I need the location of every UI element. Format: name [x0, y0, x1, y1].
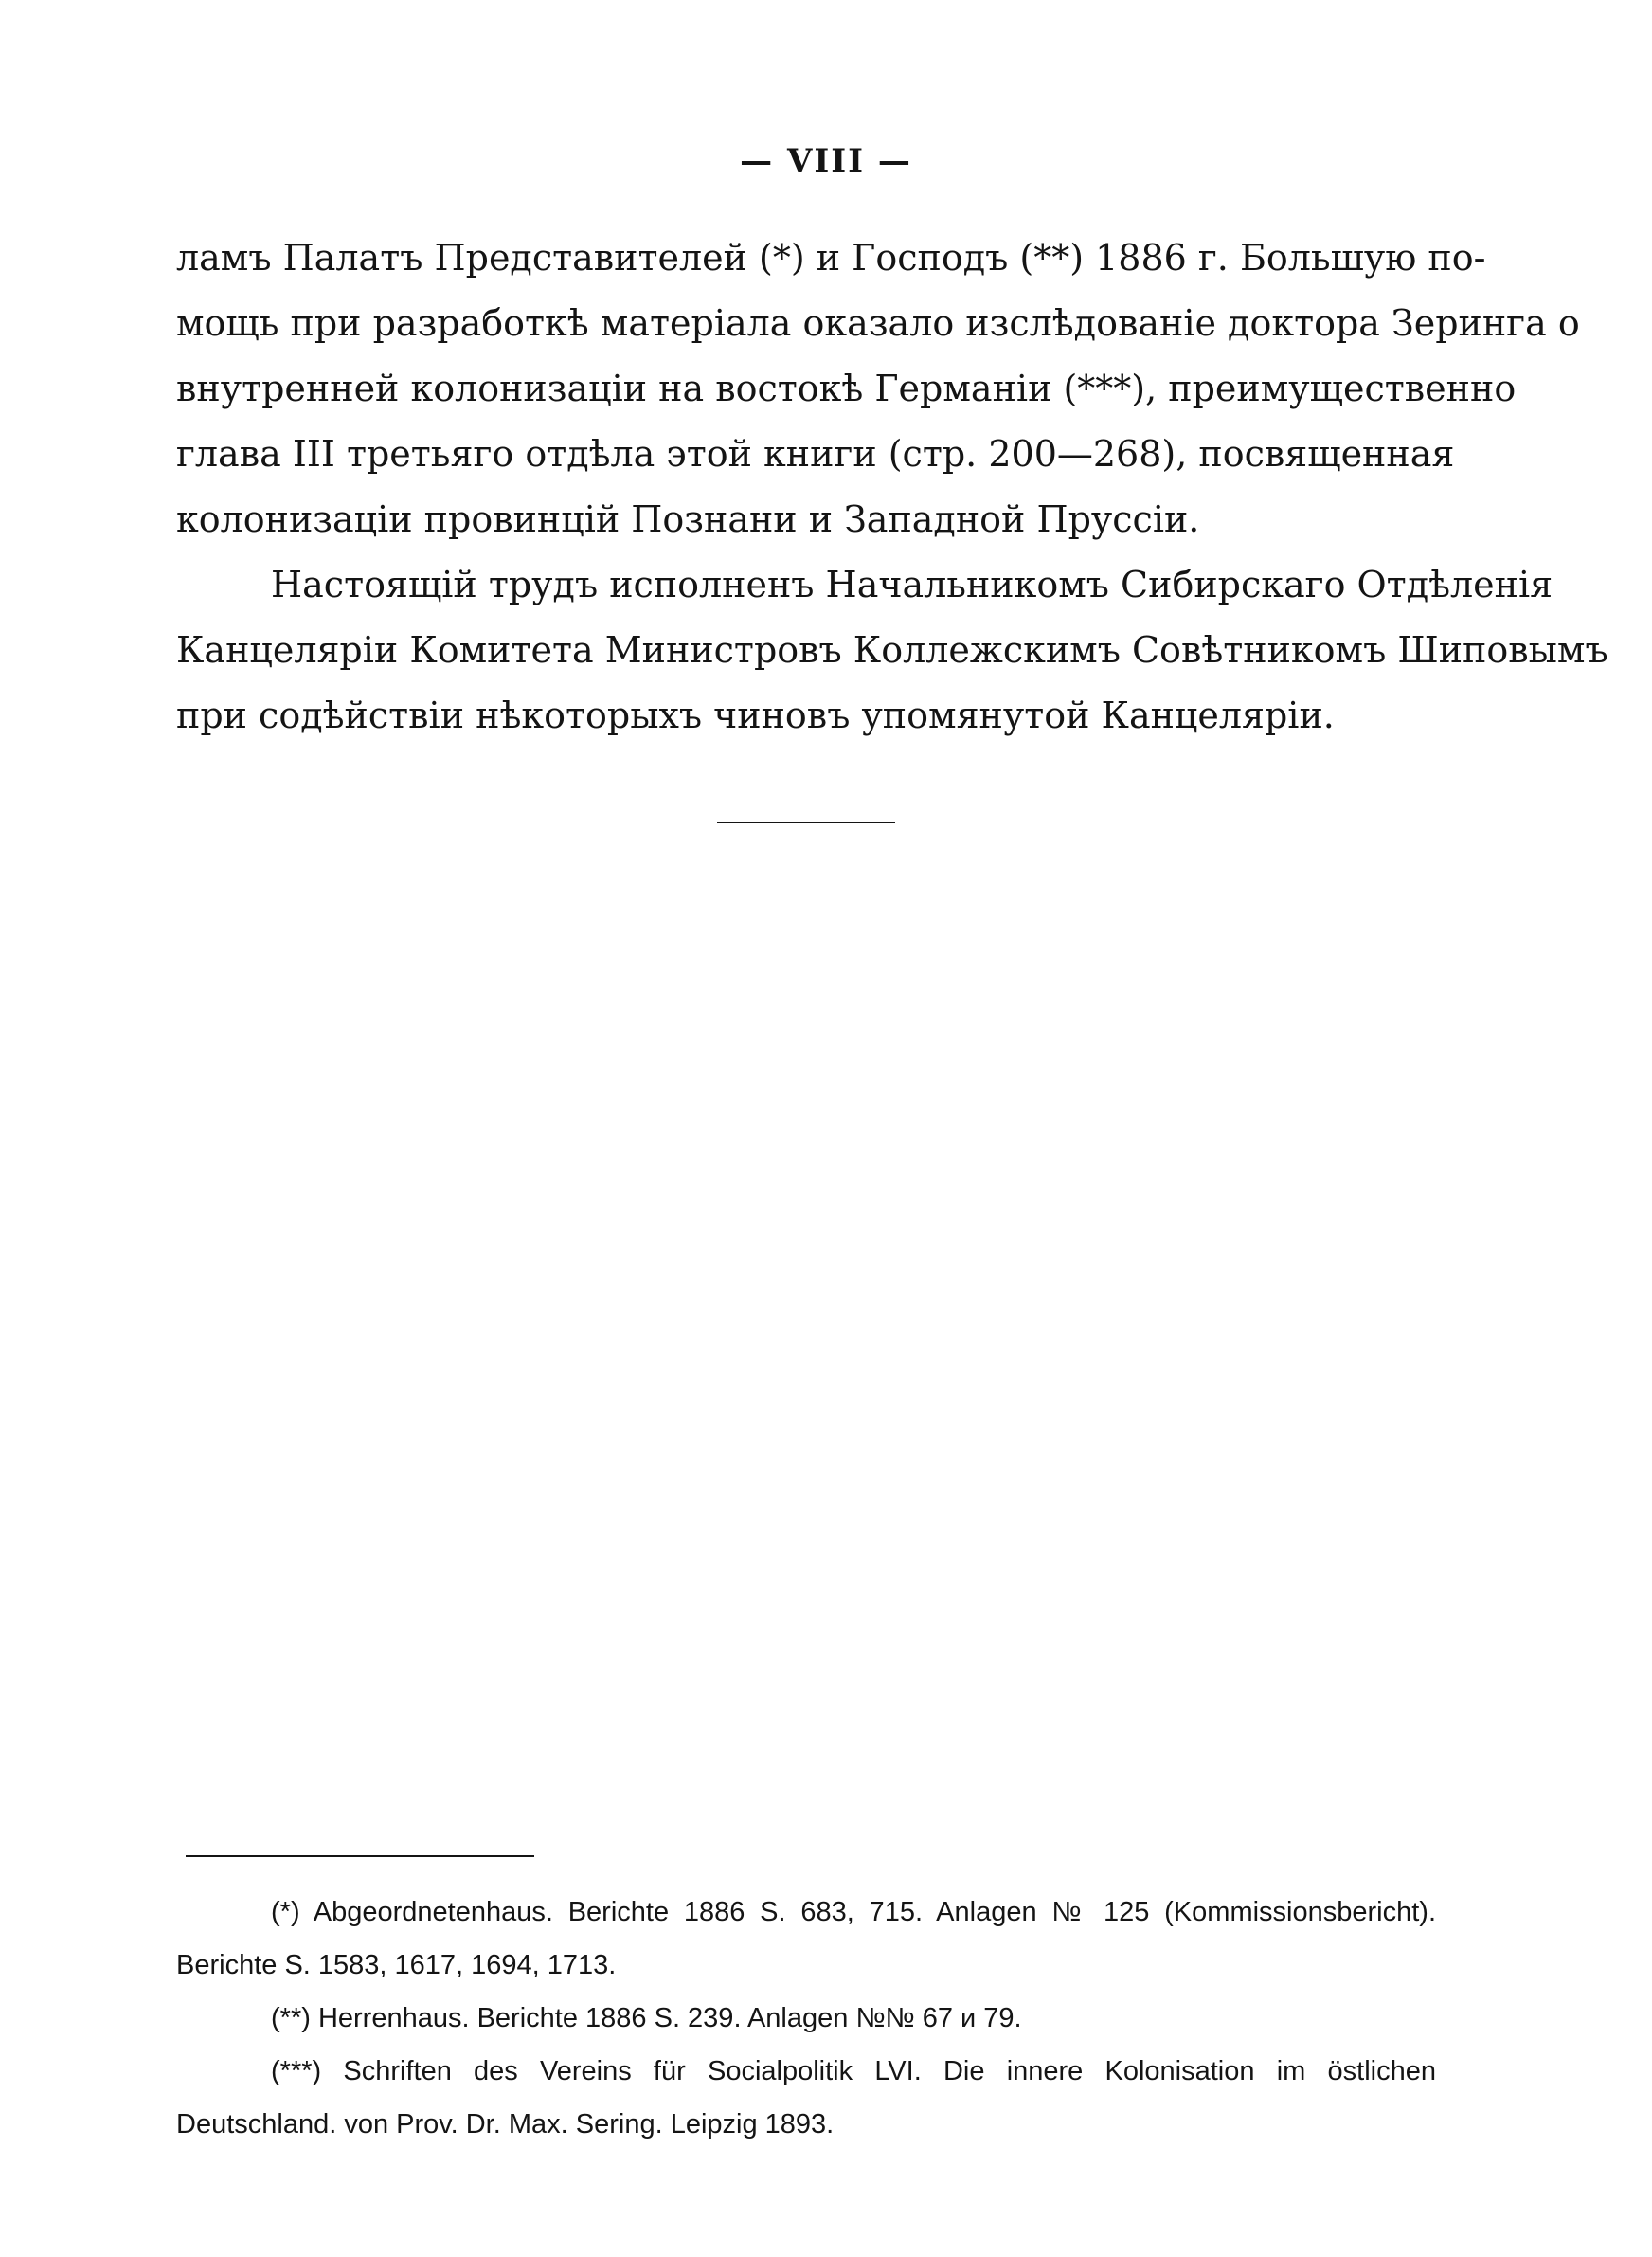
footnote [176, 2045, 1436, 2151]
text-line: колонизаціи провинцій Познани и Западной Пруссіи. [176, 498, 1200, 540]
text-line: глава III третьяго отдѣла этой книги (стр. 200—268), посвященная [176, 433, 1455, 475]
text-line: Настоящій трудъ исполненъ Начальникомъ Сибирскаго Отдѣленія [271, 564, 1553, 605]
end-rule [717, 822, 895, 823]
footnote-line: Berichte S. 1583, 1617, 1694, 1713. [176, 1950, 617, 1980]
paragraph [176, 226, 1580, 552]
footnote [176, 1992, 1436, 2045]
footnote [176, 1886, 1436, 1992]
text-line: ламъ Палатъ Представителей (*) и Господъ (**) 1886 г. Большую по- [176, 237, 1486, 279]
footnote-line: Deutschland. von Prov. Dr. Max. Sering. Leipzig 1893. [176, 2109, 835, 2140]
page-number: — VIII — [740, 142, 912, 180]
paragraph [176, 552, 1608, 749]
text-line: мощь при разработкѣ матеріала оказало изслѣдованіе доктора Зеринга о [176, 302, 1580, 344]
footnote-line: (*) Abgeordnetenhaus. Berichte 1886 S. 683, 715. Anlagen № 125 (Kommissionsbericht). [271, 1897, 1436, 1927]
text-line: Канцеляріи Комитета Министровъ Коллежскимъ Совѣтникомъ Шиповымъ [176, 629, 1608, 671]
footnote-line: (**) Herrenhaus. Berichte 1886 S. 239. Anlagen №№ 67 и 79. [271, 2003, 1022, 2033]
footnote-rule [186, 1855, 534, 1857]
text-line: при содѣйствіи нѣкоторыхъ чиновъ упомянутой Канцеляріи. [176, 695, 1335, 736]
text-line: внутренней колонизаціи на востокѣ Германіи (***), преимущественно [176, 368, 1517, 409]
footnote-line: (***) Schriften des Vereins für Socialpolitik LVI. Die innere Kolonisation im östlichen [271, 2056, 1436, 2086]
footnotes [176, 1886, 1436, 2151]
body-text [176, 226, 1608, 749]
